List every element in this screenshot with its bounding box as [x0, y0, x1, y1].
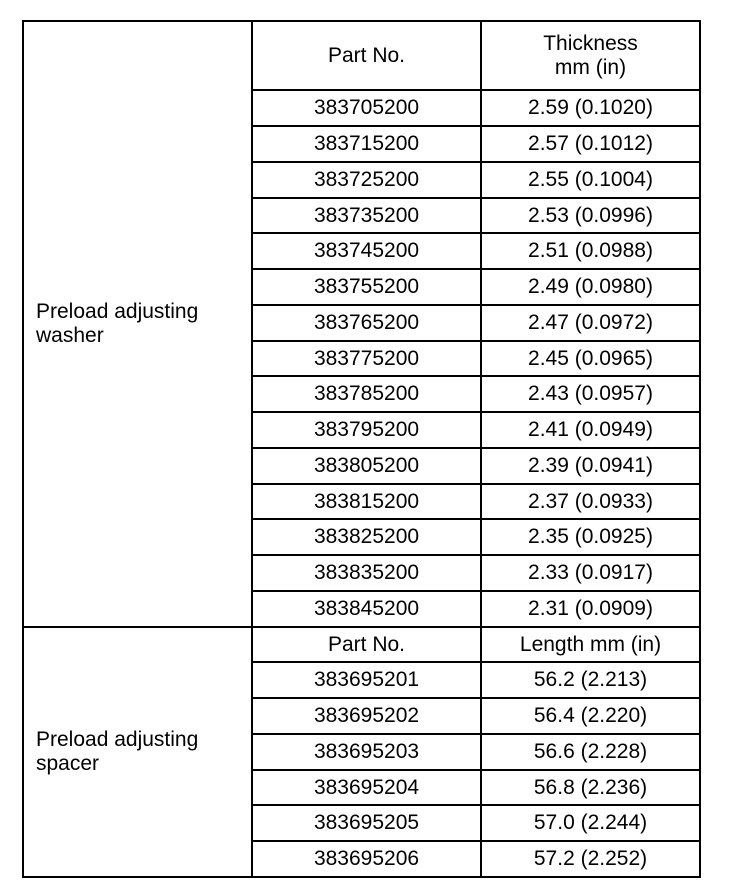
washer-header-row — [23, 21, 700, 90]
spacer-length-header: Length mm (in) — [481, 627, 700, 663]
washer-value-cell: 2.47 (0.0972) — [481, 305, 700, 341]
table-body — [23, 21, 700, 877]
washer-part-number-cell: 383725200 — [252, 162, 481, 198]
spacer-part-number-cell: 383695205 — [252, 805, 481, 841]
washer-part-number-cell: 383795200 — [252, 412, 481, 448]
washer-thickness-header — [481, 21, 700, 90]
washer-part-number-cell: 383835200 — [252, 555, 481, 591]
washer-label-line2: washer — [36, 323, 104, 347]
washer-value-cell: 2.41 (0.0949) — [481, 412, 700, 448]
washer-value-cell: 2.49 (0.0980) — [481, 269, 700, 305]
washer-value-cell: 2.37 (0.0933) — [481, 484, 700, 520]
washer-value-cell: 2.33 (0.0917) — [481, 555, 700, 591]
washer-value-cell: 2.35 (0.0925) — [481, 519, 700, 555]
spacer-part-number-cell: 383695204 — [252, 770, 481, 806]
spacer-value-cell: 57.0 (2.244) — [481, 805, 700, 841]
washer-value-cell: 2.39 (0.0941) — [481, 448, 700, 484]
washer-value-cell: 2.43 (0.0957) — [481, 376, 700, 412]
washer-part-number-cell: 383735200 — [252, 198, 481, 234]
spacer-value-cell: 56.6 (2.228) — [481, 734, 700, 770]
washer-value-cell: 2.53 (0.0996) — [481, 198, 700, 234]
washer-part-number-cell: 383705200 — [252, 90, 481, 126]
spacer-header-row — [23, 627, 700, 663]
spacer-label-line1: Preload adjusting — [36, 727, 199, 751]
washer-value-cell: 2.51 (0.0988) — [481, 233, 700, 269]
spacer-part-number-cell: 383695201 — [252, 662, 481, 698]
washer-value-cell: 2.59 (0.1020) — [481, 90, 700, 126]
washer-value-cell: 2.57 (0.1012) — [481, 126, 700, 162]
washer-part-number-cell: 383805200 — [252, 448, 481, 484]
washer-part-number-cell: 383825200 — [252, 519, 481, 555]
spacer-part-number-cell: 383695206 — [252, 841, 481, 877]
thickness-header-line2: mm (in) — [554, 55, 627, 79]
spacer-value-cell: 56.4 (2.220) — [481, 698, 700, 734]
washer-part-header: Part No. — [252, 21, 481, 90]
washer-part-number-cell: 383785200 — [252, 376, 481, 412]
washer-part-number-cell: 383765200 — [252, 305, 481, 341]
preload-parts-table — [22, 20, 701, 878]
washer-part-number-cell: 383775200 — [252, 341, 481, 377]
washer-part-number-cell: 383745200 — [252, 233, 481, 269]
washer-part-number-cell: 383755200 — [252, 269, 481, 305]
washer-part-number-cell: 383845200 — [252, 591, 481, 627]
thickness-header-line1: Thickness — [543, 31, 638, 55]
spacer-part-number-cell: 383695203 — [252, 734, 481, 770]
washer-value-cell: 2.31 (0.0909) — [481, 591, 700, 627]
spacer-value-cell: 56.2 (2.213) — [481, 662, 700, 698]
washer-value-cell: 2.45 (0.0965) — [481, 341, 700, 377]
washer-value-cell: 2.55 (0.1004) — [481, 162, 700, 198]
washer-part-number-cell: 383715200 — [252, 126, 481, 162]
washer-group-label — [23, 21, 252, 627]
spacer-part-header: Part No. — [252, 627, 481, 663]
spacer-part-number-cell: 383695202 — [252, 698, 481, 734]
spacer-group-label — [23, 627, 252, 877]
spacer-label-line2: spacer — [36, 751, 100, 775]
washer-label-line1: Preload adjusting — [36, 299, 199, 323]
spacer-value-cell: 56.8 (2.236) — [481, 770, 700, 806]
spacer-value-cell: 57.2 (2.252) — [481, 841, 700, 877]
washer-part-number-cell: 383815200 — [252, 484, 481, 520]
